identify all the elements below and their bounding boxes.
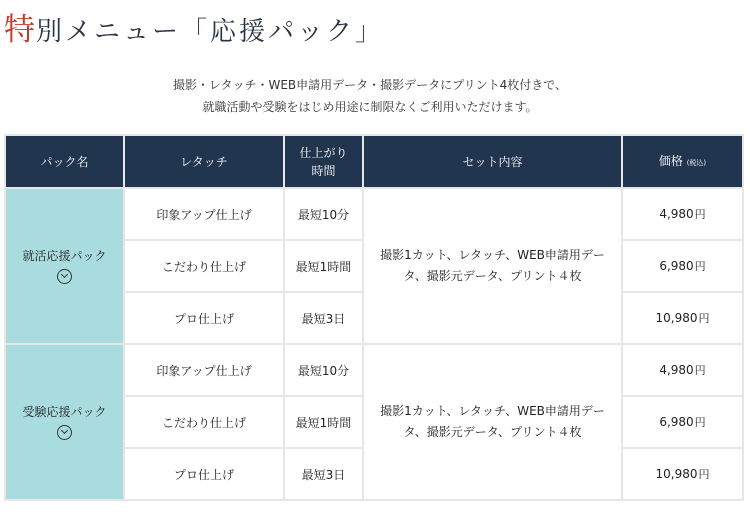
- chevron-down-circle-icon[interactable]: [57, 425, 72, 440]
- price-cell: [622, 396, 743, 448]
- pack-name: 受験応援パック: [22, 405, 107, 419]
- price-cell: [622, 240, 743, 292]
- price-currency: 円: [694, 416, 706, 429]
- price-value: 4,980: [659, 363, 694, 377]
- price-currency: 円: [694, 260, 706, 273]
- retouch-cell: 印象アップ仕上げ: [124, 344, 284, 396]
- price-value: 6,980: [659, 259, 694, 273]
- time-cell: 最短1時間: [284, 240, 363, 292]
- retouch-cell: こだわり仕上げ: [124, 396, 284, 448]
- price-cell: [622, 188, 743, 240]
- set-contents-line2: タ、撮影元データ、プリント４枚: [403, 269, 582, 283]
- pack-price-table: [4, 134, 744, 501]
- price-value: 10,980: [655, 311, 698, 325]
- time-cell: 最短1時間: [284, 396, 363, 448]
- price-value: 6,980: [659, 415, 694, 429]
- set-contents-cell: [363, 344, 622, 500]
- table-header-row: [5, 135, 743, 188]
- time-cell: 最短10分: [284, 188, 363, 240]
- title-text: 別メニュー「応援パック」: [36, 17, 385, 47]
- header-price: [622, 135, 743, 188]
- pack-cell-job-hunting[interactable]: [5, 188, 124, 344]
- retouch-cell: プロ仕上げ: [124, 292, 284, 344]
- retouch-cell: プロ仕上げ: [124, 448, 284, 500]
- pack-cell-exam[interactable]: [5, 344, 124, 500]
- set-contents-line1: 撮影1カット、レタッチ、WEB申請用デー: [380, 248, 605, 262]
- price-currency: 円: [698, 468, 710, 481]
- header-set-contents: セット内容: [363, 135, 622, 188]
- title-accent: 特: [4, 12, 36, 48]
- header-finish-time: [284, 135, 363, 188]
- header-price-tax-note: (税込): [686, 158, 707, 167]
- intro-line-1: 撮影・レタッチ・WEB申請用データ・撮影データにプリント4枚付きで、: [172, 78, 568, 92]
- intro-text: [0, 74, 740, 118]
- header-finish-time-line1: 仕上がり: [299, 145, 348, 160]
- time-cell: 最短10分: [284, 344, 363, 396]
- table-row: [5, 188, 743, 240]
- price-cell: [622, 344, 743, 396]
- header-finish-time-line2: 時間: [311, 163, 336, 178]
- price-currency: 円: [698, 312, 710, 325]
- price-currency: 円: [694, 208, 706, 221]
- header-retouch: レタッチ: [124, 135, 284, 188]
- pack-name: 就活応援パック: [22, 249, 107, 263]
- time-cell: 最短3日: [284, 448, 363, 500]
- set-contents-cell: [363, 188, 622, 344]
- retouch-cell: 印象アップ仕上げ: [124, 188, 284, 240]
- time-cell: 最短3日: [284, 292, 363, 344]
- set-contents-line1: 撮影1カット、レタッチ、WEB申請用デー: [380, 404, 605, 418]
- set-contents-line2: タ、撮影元データ、プリント４枚: [403, 425, 582, 439]
- price-value: 10,980: [655, 467, 698, 481]
- table-row: [5, 344, 743, 396]
- price-cell: [622, 448, 743, 500]
- header-price-label: 価格: [658, 153, 683, 168]
- price-value: 4,980: [659, 207, 694, 221]
- retouch-cell: こだわり仕上げ: [124, 240, 284, 292]
- price-cell: [622, 292, 743, 344]
- chevron-down-circle-icon[interactable]: [57, 269, 72, 284]
- intro-line-2: 就職活動や受験をはじめ用途に制限なくご利用いただけます。: [202, 100, 538, 114]
- price-currency: 円: [694, 364, 706, 377]
- header-pack-name: パック名: [5, 135, 124, 188]
- page-title: [4, 4, 384, 49]
